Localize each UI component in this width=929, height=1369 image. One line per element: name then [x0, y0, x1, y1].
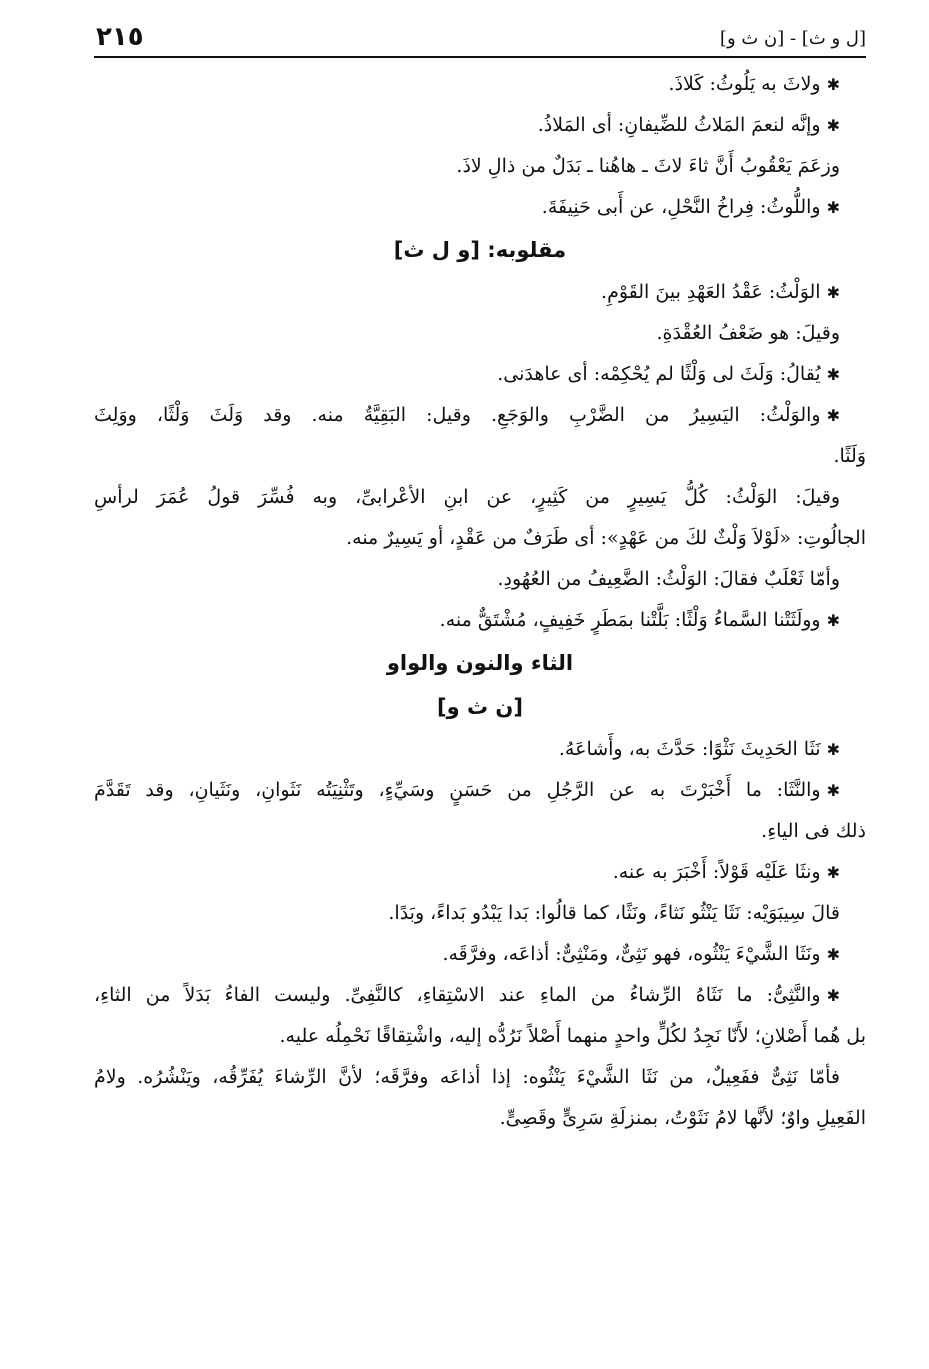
line-text: وزعَمَ يَعْقُوبُ أَنَّ ثاءَ لاثَ ـ هاهُنا ـ بَدَلٌ من ذالِ لاذَ.	[456, 155, 840, 177]
text-line	[94, 975, 866, 1016]
line-text: يُقالُ: وَلَثَ لى وَلْثًا لم يُحْكِمْه: أى عاهدَنى.	[497, 363, 821, 385]
entry-asterisk-icon: ✱	[826, 283, 840, 302]
line-text: بل هُما أَصْلانِ؛ لأَنّا نَجِدُ لكُلٍّ واحدٍ منهما أَصْلاً نَرُدُّه إليه، واشْتِقاقًا نَحْمِلُه عليه.	[279, 1025, 866, 1047]
entry-asterisk-icon: ✱	[826, 611, 840, 630]
line-text: الجالُوتِ: «لَوْلاَ وَلْثٌ لكَ من عَهْدٍ»: أى طَرَفٌ من عَقْدٍ، أو يَسِيرٌ منه.	[346, 527, 866, 549]
entry-asterisk-icon: ✱	[826, 406, 840, 425]
line-text: فأمّا نَثِىٌّ ففَعِيلٌ، من نَثَا الشَّيْءَ يَنْثُوه: إذا أذاعَه وفرَّقَه؛ لأنَّ الرِّشاءَ يُفَرِّقُه، ويَنْشُرُه. ولامُ	[94, 1066, 840, 1088]
text-line	[94, 105, 866, 146]
section-heading	[94, 641, 866, 685]
line-text: وَلَثًا.	[833, 445, 866, 467]
entry-asterisk-icon: ✱	[826, 863, 840, 882]
line-text: نَثَا الحَدِيثَ نَثْوًا: حَدَّثَ به، وأَشاعَهُ.	[558, 738, 821, 760]
text-line	[94, 1098, 866, 1139]
line-text: وقيلَ: الوَلْثُ: كُلُّ يَسِيرٍ من كَثِيرٍ، عن ابنِ الأعْرابىِّ، وبه فُسِّرَ قولُ عُمَرَ لرأسِ	[94, 486, 840, 508]
text-line	[94, 893, 866, 934]
line-text: وأمّا ثَعْلَبٌ فقالَ: الوَلْثُ: الضَّعِيفُ من العُهُودِ.	[497, 568, 840, 590]
line-text: ذلك فى الياءِ.	[761, 820, 866, 842]
text-line	[94, 770, 866, 811]
line-text: ونَثَا الشَّيْءَ يَنْثُوه، فهو نَثِىٌّ، ومَنْثِىٌّ: أذاعَه، وفرَّقَه.	[442, 943, 821, 965]
text-line	[94, 852, 866, 893]
page-header	[94, 20, 866, 58]
line-text: والنَّثِىُّ: ما نَثَاهُ الرِّشاءُ من الماءِ عند الاسْتِقاءِ، كالنَّفِىِّ. وليست الفاءُ بَدَلاً من الثاءِ،	[94, 984, 821, 1006]
text-line	[94, 811, 866, 852]
entry-asterisk-icon: ✱	[826, 740, 840, 759]
entry-asterisk-icon: ✱	[826, 365, 840, 384]
text-line	[94, 64, 866, 105]
dictionary-page	[94, 20, 866, 1350]
text-line	[94, 559, 866, 600]
text-line	[94, 1057, 866, 1098]
entry-asterisk-icon: ✱	[826, 116, 840, 135]
text-line	[94, 354, 866, 395]
text-line	[94, 477, 866, 518]
section-heading-text: [ن ث و]	[437, 695, 523, 719]
page-number: ٢١٥	[96, 22, 144, 52]
entry-asterisk-icon: ✱	[826, 75, 840, 94]
line-text: وقيلَ: هو ضَعْفُ العُقْدَةِ.	[656, 322, 840, 344]
line-text: والوَلْثُ: اليَسِيرُ من الضَّرْبِ والوَجَعِ. وقيل: البَقِيَّةُ منه. وقد وَلَثَ وَلْثًا، ووَلِثَ	[94, 404, 821, 426]
text-line	[94, 729, 866, 770]
line-text: قالَ سِيبَوَيْه: نَثَا يَنْثُو نَثاءً، ونَثًا، كما قالُوا: بَدا يَبْدُو بَداءً، وبَدًا.	[388, 902, 840, 924]
line-text: وولَثَتْنا السَّماءُ وَلْثًا: بَلَّتْنا بمَطَرٍ خَفِيفٍ، مُشْتَقٌّ منه.	[439, 609, 821, 631]
line-text: الوَلْثُ: عَقْدُ العَهْدِ بينَ القَوْمِ.	[601, 281, 821, 303]
text-line	[94, 272, 866, 313]
text-line	[94, 395, 866, 436]
line-text: وإنَّه لنعمَ المَلاثُ للضِّيفانِ: أى المَلاذُ.	[537, 114, 821, 136]
section-heading	[94, 685, 866, 729]
entry-asterisk-icon: ✱	[826, 945, 840, 964]
text-line	[94, 600, 866, 641]
running-head: [ل و ث] - [ن ث و]	[719, 28, 866, 49]
line-text: الفَعِيلِ واوٌ؛ لأنَّها لامُ نَثَوْتُ، بمنزلَةِ سَرِىٍّ وقَصِىٍّ.	[499, 1107, 866, 1129]
section-heading-text: مقلوبه: [و ل ث]	[393, 238, 567, 262]
section-heading	[94, 228, 866, 272]
line-text: ونثَا عَلَيْه قَوْلاً: أَخْبَرَ به عنه.	[612, 861, 821, 883]
text-line	[94, 518, 866, 559]
text-line	[94, 146, 866, 187]
entry-asterisk-icon: ✱	[826, 986, 840, 1005]
entry-asterisk-icon: ✱	[826, 198, 840, 217]
line-text: واللُّوثُ: فِراخُ النَّحْلِ، عن أَبى حَنِيفَةَ.	[541, 196, 821, 218]
line-text: والنَّثَا: ما أَخْبَرْتَ به عن الرَّجُلِ من حَسَنٍ وسَيِّءٍ، وتَثْنِيَتُه نَثَوانِ، ونَثَيانِ، وقد تَقَدَّمَ	[94, 779, 821, 801]
text-line	[94, 436, 866, 477]
entry-asterisk-icon: ✱	[826, 781, 840, 800]
line-text: ولاثَ به يَلُوثُ: كَلاذَ.	[668, 73, 821, 95]
section-heading-text: الثاء والنون والواو	[386, 651, 574, 675]
text-line	[94, 187, 866, 228]
entry-body	[94, 64, 866, 1139]
text-line	[94, 313, 866, 354]
text-line	[94, 1016, 866, 1057]
text-line	[94, 934, 866, 975]
